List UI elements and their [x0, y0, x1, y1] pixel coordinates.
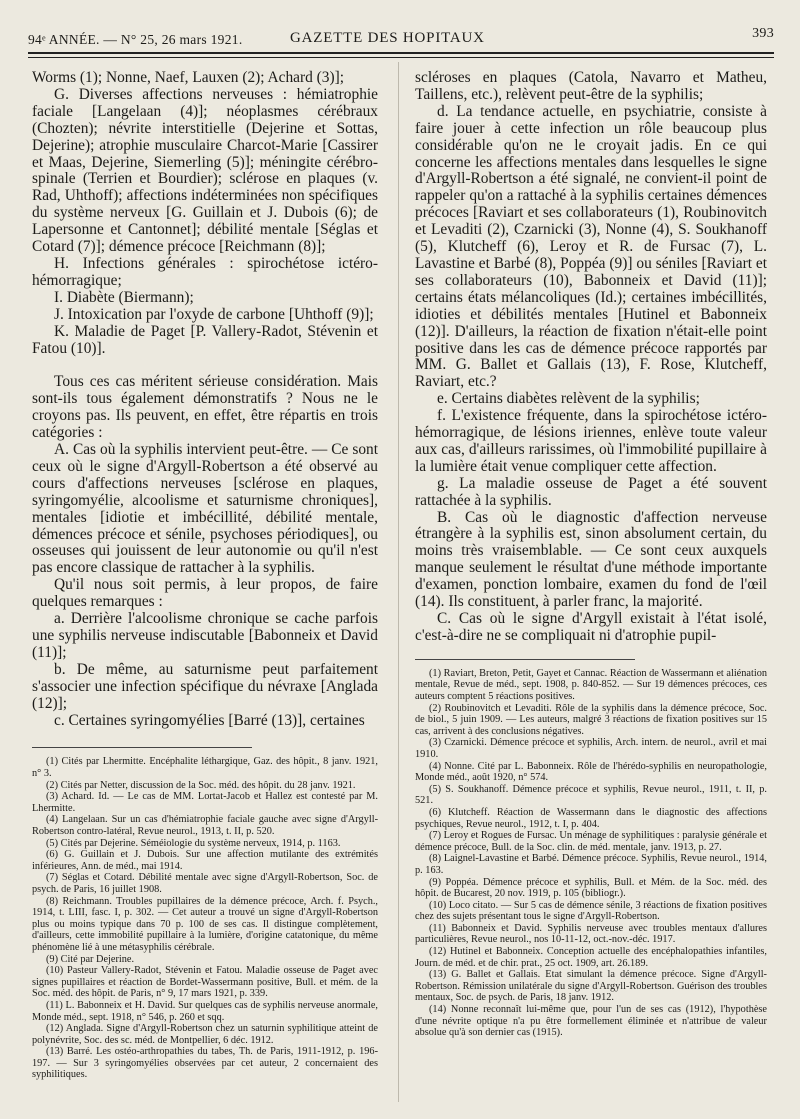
paragraph: Tous ces cas méritent sérieuse considération. Mais sont-ils tous également démonstratifs ? Nous ne le croyons pas. Ils peuvent, en effet, être répartis en trois catégories : [32, 373, 378, 442]
footnote: (6) G. Guillain et J. Dubois. Sur une affection mutilante des extrémités inférieures, Ann. de méd., mai 1914. [32, 849, 378, 872]
footnote: (7) Séglas et Cotard. Débilité mentale avec signe d'Argyll-Robertson, Soc. de psych. de Paris, 16 juillet 1908. [32, 872, 378, 895]
footnote: (1) Cités par Lhermitte. Encéphalite léthargique, Gaz. des hôpit., 8 janv. 1921, n° 3. [32, 756, 378, 780]
paragraph: d. La tendance actuelle, en psychiatrie, consiste à faire jouer à cette infection un rôle beaucoup plus considérable qu'on ne le croyait jadis. En ce qui concerne les affections mentales dans lesquelles le signe d'Argyll-Robertson a été signalé, ne convient-il point de rappeler qu'on a rattaché à la syphilis certaines démences précoces [Raviart et ses collaborateurs (1), Roubinovitch et Levaditi (2), Czarnicki (3), Nonne (4), S. Soukhanoff (5), Klutcheff (6), Leroy et R. de Fursac (7), L. Lavastine et Barbé (8), Poppéa (9)] ou séniles [Raviart et ses collaborateurs (10), Babonneix et David (11)]; certains états mélancoliques (Id.); certaines imbécillités, idioties et débilités mentales [Hutinel et Babonneix (12)]. D'ailleurs, la réaction de fixation n'était-elle point positive dans les cas de démence précoce rapportés par MM. G. Ballet et Gallais (13), F. Rose, Klutcheff, Raviart, etc.? [415, 102, 767, 391]
paragraph: c. Certaines syringomyélies [Barré (13)], certaines [54, 711, 365, 729]
paragraph: B. Cas où le diagnostic d'affection nerveuse étrangère à la syphilis est, sinon absolument certain, du moins très vraisemblable. — Ce sont ceux auxquels manque seulement le résultat d'une méthode importante d'examen, ponction lombaire, examen du fond de l'œil (14). Ils constituent, à parler franc, la majorité. [415, 508, 767, 611]
footnote: (6) Klutcheff. Réaction de Wassermann dans le diagnostic des affections psychiques, Revue neurol., 1912, t. I, p. 404. [415, 806, 767, 830]
paragraph: b. De même, au saturnisme peut parfaitement s'associer une infection spécifique du névraxe [Anglada (12)]; [32, 660, 378, 712]
left-column [32, 70, 378, 1081]
footnote: (14) Nonne reconnaît lui-même que, pour l'un de ses cas (1912), l'hypothèse d'une névrite optique n'a pu être formellement éliminée et n'attribue de valeur absolue qu'à son dernier cas (1915). [415, 1004, 767, 1039]
header-rule [28, 52, 774, 58]
footnote: (4) Nonne. Cité par L. Babonneix. Rôle de l'hérédo-syphilis en neuropathologie, Monde méd., août 1920, n° 574. [415, 760, 767, 784]
paragraph: g. La maladie osseuse de Paget a été souvent rattachée à la syphilis. [415, 474, 767, 509]
page-header [28, 26, 774, 50]
paragraph: scléroses en plaques (Catola, Navarro et Matheu, Taillens, etc.), relèvent peut-être de la syphilis; [415, 69, 767, 103]
footnote: (3) Czarnicki. Démence précoce et syphilis, Arch. intern. de neurol., avril et mai 1910. [415, 737, 767, 760]
right-column [415, 70, 767, 1039]
paragraph: C. Cas où le signe d'Argyll existait à l'état isolé, c'est-à-dire ne se compliquait ni d'atrophie pupil- [415, 610, 767, 644]
footnote: (10) Pasteur Vallery-Radot, Stévenin et Fatou. Maladie osseuse de Paget avec signes pupillaires et réaction de Bordet-Wassermann positive, Bull. et mém. de la Soc. méd. des hôpit. de Paris, n° 9, 17 mars 1921, p. 339. [32, 965, 378, 1000]
footnote: (1) Raviart, Breton, Petit, Gayet et Cannac. Réaction de Wassermann et aliénation mentale, Revue de méd., sept. 1908, p. 840-852. — Sur 19 démences précoces, ces auteurs comptent 5 réactions positives. [415, 667, 767, 702]
journal-title: GAZETTE DES HOPITAUX [290, 30, 485, 46]
paragraph: I. Diabète (Biermann); [54, 288, 194, 306]
footnote: (12) Anglada. Signe d'Argyll-Robertson chez un saturnin syphilitique atteint de polynévrite, Soc. des sc. méd. de Montpellier, 6 déc. 1912. [32, 1023, 378, 1046]
paragraph: Qu'il nous soit permis, à leur propos, de faire quelques remarques : [32, 576, 378, 611]
footnote: (13) G. Ballet et Gallais. Etat simulant la démence précoce. Signe d'Argyll-Robertson. Rémission unilatérale du signe d'Argyll-Robertson. Guérison des troubles mentaux, Soc. de psych. de Paris, 18 janv. 1912. [415, 969, 767, 1004]
footnote-separator [415, 659, 635, 660]
footnote: (13) Barré. Les ostéo-arthropathies du tabes, Th. de Paris, 1911-1912, p. 196-197. — Sur 3 syringomyélies observées par cet auteur, 2 concernaient des syphilitiques. [32, 1046, 378, 1081]
footnote: (2) Cités par Netter, discussion de la Soc. méd. des hôpit. du 28 janv. 1921. [46, 779, 356, 791]
footnote: (11) Babonneix et David. Syphilis nerveuse avec troubles mentaux d'allures particulières, Revue neurol., nos 10-11-12, oct.-nov.-déc. 1917. [415, 922, 767, 946]
footnote: (8) Reichmann. Troubles pupillaires de la démence précoce, Arch. f. Psych., 1914, t. LIII, fasc. I, p. 302. — Cet auteur a trouvé un signe d'Argyll-Robertson plus ou moins typique dans 70 p. 100 de ses cas. Il distingue complètement, d'ailleurs, cette immobilité pupillaire à la lumière, d'origine catatonique, du même phénomène lié à une métasyphilis cérébrale. [32, 895, 378, 953]
footnote: (12) Hutinel et Babonneix. Conception actuelle des encéphalopathies infantiles, Journ. de méd. et de chir. prat., 25 oct. 1909, art. 26.189. [415, 946, 767, 969]
footnote: (4) Langelaan. Sur un cas d'hémiatrophie faciale gauche avec signe d'Argyll-Robertson contro-latéral, Revue neurol., 1913, t. II, p. 520. [32, 814, 378, 837]
footnote: (7) Leroy et Rogues de Fursac. Un ménage de syphilitiques : paralysie générale et démence précoce, Bull. de la Soc. clin. de méd. mentale, janv. 1913, p. 27. [415, 830, 767, 853]
paragraph: a. Derrière l'alcoolisme chronique se cache parfois une syphilis nerveuse indiscutable [Babonneix et David (11)]; [32, 610, 378, 661]
paragraph: G. Diverses affections nerveuses : hémiatrophie faciale [Langelaan (4)]; néoplasmes cérébraux (Chozten); névrite interstitielle (Dejerine et Sottas, Dejerine); atrophie musculaire Charcot-Marie [Cassirer et Maas, Dejerine, Siemerling (5)]; méningite cérébro-spinale (Terrien et Bourdier); sclérose en plaques (v. Rad, Uhthoff); affections indéterminées non spécifiques du système nerveux [G. Guillain et J. Dubois (6); de Lapersonne et Cantonnet]; débilité mentale [Séglas et Cotard (7)]; démence précoce [Reichmann (8)]; [32, 85, 378, 256]
column-divider [398, 62, 399, 1102]
footnote: (5) S. Soukhanoff. Démence précoce et syphilis, Revue neurol., 1911, t. II, p. 521. [415, 783, 767, 807]
footnote: (5) Cités par Dejerine. Séméiologie du système nerveux, 1914, p. 1163. [46, 837, 341, 849]
paragraph: J. Intoxication par l'oxyde de carbone [Uhthoff (9)]; [54, 305, 374, 323]
footnote-separator [32, 747, 252, 748]
footnote: (2) Roubinovitch et Levaditi. Rôle de la syphilis dans la démence précoce, Soc. de biol., 5 juin 1909. — Les auteurs, malgré 3 réactions de fixation positives sur 15 cas, arrivent à des conclusions négatives. [415, 702, 767, 737]
paragraph: H. Infections générales : spirochétose ictéro-hémorragique; [32, 254, 378, 289]
issue-info: 94ᵉ ANNÉE. — N° 25, 26 mars 1921. [28, 32, 243, 47]
paragraph: A. Cas où la syphilis intervient peut-être. — Ce sont ceux où le signe d'Argyll-Robertson a été observé au cours d'affections nerveuses [sclérose en plaques, syringomyélie, alcoolisme et saturnisme chroniques], mentales [idiotie et imbécillité, débilité mentale, démences précoce et sénile, psychoses périodiques], ou osseuses qui jouissent de leur autonomie ou qu'il n'est pas encore classique de rattacher à la syphilis. [32, 441, 378, 577]
paragraph: K. Maladie de Paget [P. Vallery-Radot, Stévenin et Fatou (10)]. [32, 322, 378, 357]
paragraph: Worms (1); Nonne, Naef, Lauxen (2); Achard (3)]; [32, 69, 345, 86]
paragraph: e. Certains diabètes relèvent de la syphilis; [437, 390, 700, 408]
footnote: (10) Loco citato. — Sur 5 cas de démence sénile, 3 réactions de fixation positives chez des sujets présentant tous le signe d'Argyll-Robertson. [415, 899, 767, 923]
footnote: (9) Cité par Dejerine. [46, 953, 135, 965]
footnote: (8) Laignel-Lavastine et Barbé. Démence précoce. Syphilis, Revue neurol., 1914, p. 163. [415, 853, 767, 876]
footnote: (9) Poppéa. Démence précoce et syphilis, Bull. et Mém. de la Soc. méd. des hôpit. de Bucarest, 20 nov. 1919, p. 105 (bibliogr.). [415, 876, 767, 900]
page-number: 393 [752, 26, 774, 41]
footnote: (11) L. Babonneix et H. David. Sur quelques cas de syphilis nerveuse anormale, Monde méd., sept. 1918, n° 546, p. 260 et sqq. [32, 999, 378, 1023]
paragraph: f. L'existence fréquente, dans la spirochétose ictéro-hémorragique, de lésions iriennes, enlève toute valeur aux cas, d'ailleurs rarissimes, où l'immobilité pupillaire à la lumière était venue compliquer cette affection. [415, 407, 767, 475]
footnote: (3) Achard. Id. — Le cas de MM. Lortat-Jacob et Hallez est contesté par M. Lhermitte. [32, 791, 378, 814]
